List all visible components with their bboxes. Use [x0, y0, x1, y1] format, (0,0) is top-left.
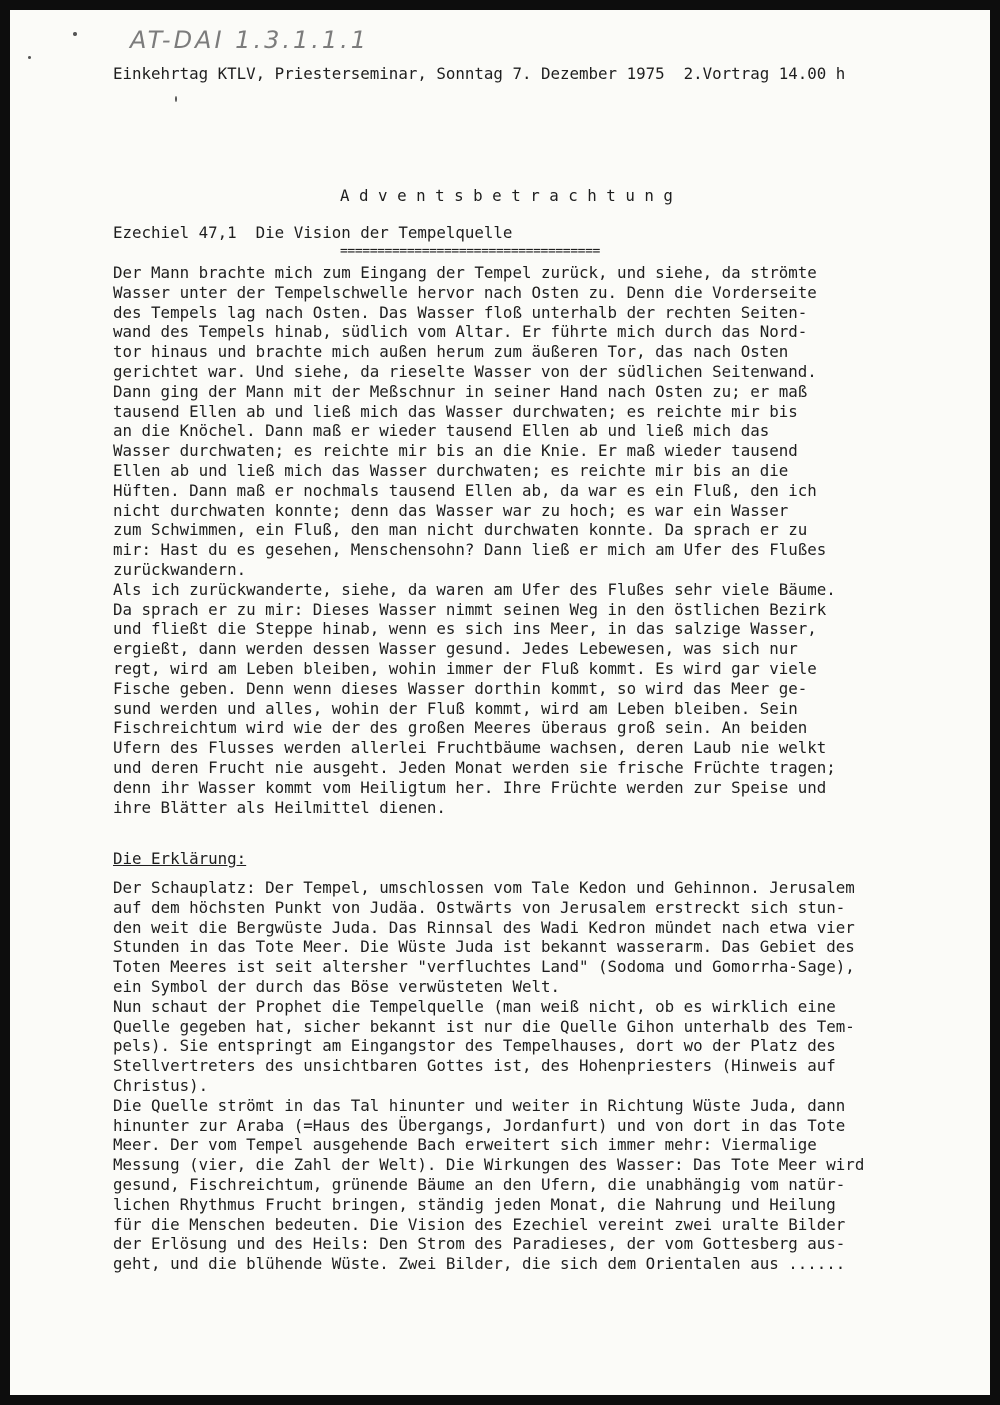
scan-speck	[175, 96, 177, 102]
title-underline-rule: ===================================	[340, 244, 600, 259]
explanation-heading: Die Erklärung:	[113, 849, 247, 868]
explanation-text: Der Schauplatz: Der Tempel, umschlossen vom Tale Kedon und Gehinnon. Jerusalem auf dem höchsten Punkt von Judäa. Ostwärts von Jerusalem erstreckt sich stun- den weit die Bergwüste Juda. Das Rinnsal des Wadi Kedron mündet nach etwa vier Stunden in das Tote Meer. Die Wüste Juda ist bekannt wasserarm. Das Gebiet des Toten Meeres ist seit altersher "verfluchtes Land" (Sodoma und Gomorrha-Sage), ein Symbol der durch das Böse verwüsteten Welt. Nun schaut der Prophet die Tempelquelle (man weiß nicht, ob es wirklich eine Quelle gegeben hat, sicher bekannt ist nur die Quelle Gihon unterhalb des Tem- pels). Sie entspringt am Eingangstor des Tempelhauses, dort wo der Platz des Stellvertreters des unsichtbaren Gottes ist, des Hohenpriesters (Hinweis auf Christus). Die Quelle strömt in das Tal hinunter und weiter in Richtung Wüste Juda, dann hinunter zur Araba (=Haus des Übergangs, Jordanfurt) und von dort in das Tote Meer. Der vom Tempel ausgehende Bach erweitert sich immer mehr: Viermalige Messung (vier, die Zahl der Welt). Die Wirkungen des Wasser: Das Tote Meer wird gesund, Fischreichtum, grünende Bäume an den Ufern, die unabhängig vom natür- lichen Rhythmus Frucht bringen, ständig jeden Monat, die Nahrung und Heilung für die Menschen bedeuten. Die Vision des Ezechiel vereint zwei uralte Bilder der Erlösung und des Heils: Den Strom des Paradieses, der vom Gottesberg aus- geht, und die blühende Wüste. Zwei Bilder, die sich dem Orientalen aus ......	[113, 878, 865, 1274]
archive-stamp: AT-DAI 1.3.1.1.1	[130, 26, 370, 54]
scan-speck	[28, 56, 31, 59]
scripture-reference: Ezechiel 47,1 Die Vision der Tempelquelle	[113, 223, 513, 242]
scan-speck	[73, 32, 77, 36]
document-header: Einkehrtag KTLV, Priesterseminar, Sonntag 7. Dezember 1975 2.Vortrag 14.00 h	[113, 64, 846, 83]
scripture-text: Der Mann brachte mich zum Eingang der Tempel zurück, und siehe, da strömte Wasser unter der Tempelschwelle hervor nach Osten zu. Denn die Vorderseite des Tempels lag nach Osten. Das Wasser floß unterhalb der rechten Seiten- wand des Tempels hinab, südlich vom Altar. Er führte mich durch das Nord- tor hinaus und brachte mich außen herum zum äußeren Tor, das nach Osten gerichtet war. Und siehe, da rieselte Wasser von der südlichen Seitenwand. Dann ging der Mann mit der Meßschnur in seiner Hand nach Osten zu; er maß tausend Ellen ab und ließ mich das Wasser durchwaten; es reichte mir bis an die Knöchel. Dann maß er wieder tausend Ellen ab und ließ mich das Wasser durchwaten; es reichte mir bis an die Knie. Er maß wieder tausend Ellen ab und ließ mich das Wasser durchwaten; es reichte mir bis an die Hüften. Dann maß er nochmals tausend Ellen ab, da war es ein Fluß, den ich nicht durchwaten konnte; denn das Wasser war zu hoch; es war ein Wasser zum Schwimmen, ein Fluß, den man nicht durchwaten konnte. Da sprach er zu mir: Hast du es gesehen, Menschensohn? Dann ließ er mich am Ufer des Flußes zurückwandern. Als ich zurückwanderte, siehe, da waren am Ufer des Flußes sehr viele Bäume. Da sprach er zu mir: Dieses Wasser nimmt seinen Weg in den östlichen Bezirk und fließt die Steppe hinab, wenn es sich ins Meer, in das salzige Wasser, ergießt, dann werden dessen Wasser gesund. Jedes Lebewesen, was sich nur regt, wird am Leben bleiben, wohin immer der Fluß kommt. Es wird gar viele Fische geben. Denn wenn dieses Wasser dorthin kommt, so wird das Meer ge- sund werden und alles, wohin der Fluß kommt, wird am Leben bleiben. Sein Fischreichtum wird wie der des großen Meeres überaus groß sein. An beiden Ufern des Flusses werden allerlei Fruchtbäume wachsen, deren Laub nie welkt und deren Frucht nie ausgeht. Jeden Monat werden sie frische Früchte tragen; denn ihr Wasser kommt vom Heiligtum her. Ihre Früchte werden zur Speise und ihre Blätter als Heilmittel dienen.	[113, 263, 836, 817]
document-title: A d v e n t s b e t r a c h t u n g	[340, 186, 673, 205]
document-page	[10, 10, 990, 1395]
